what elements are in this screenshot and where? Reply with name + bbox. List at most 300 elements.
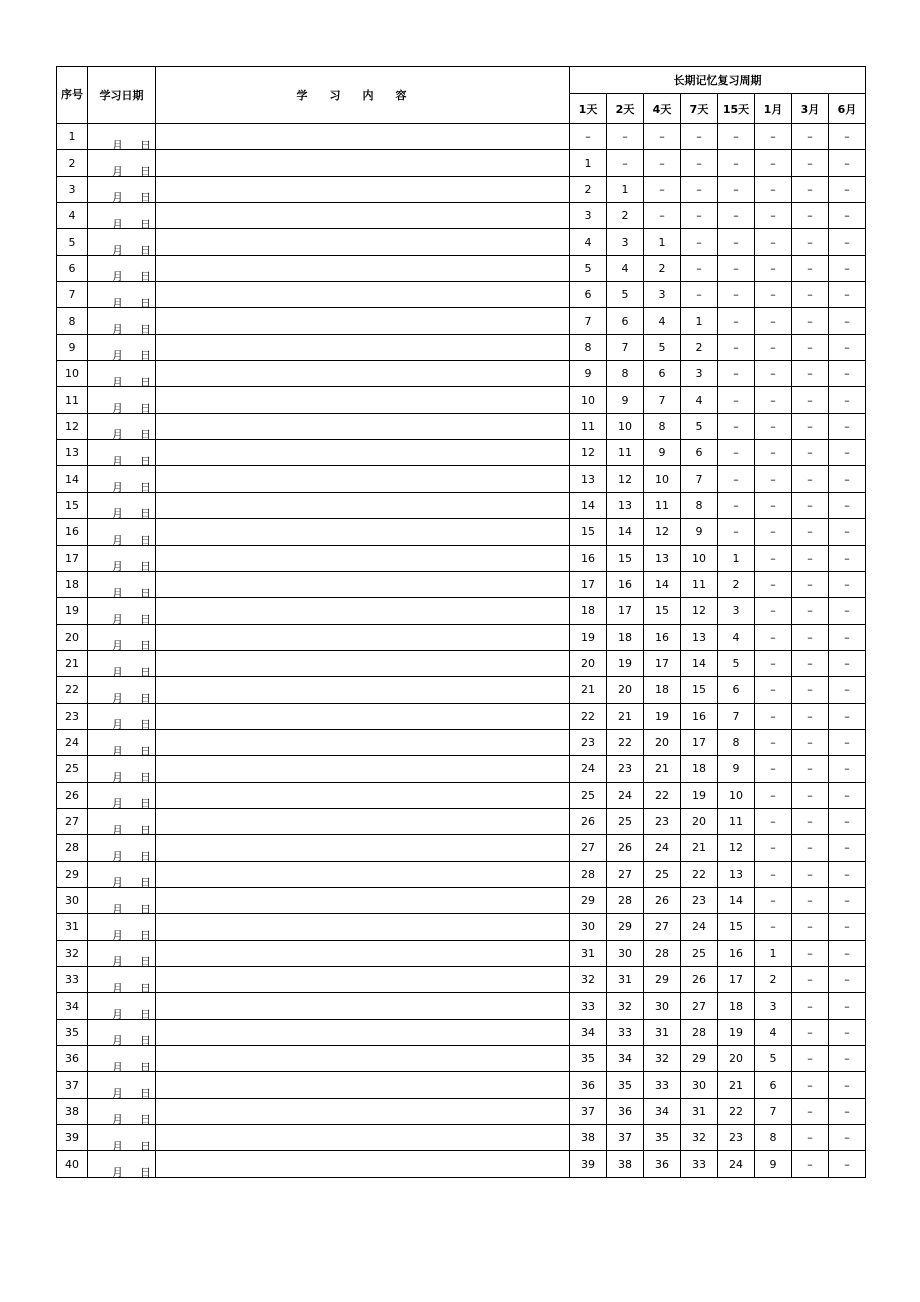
row-seq: 23	[57, 703, 88, 729]
review-cell: 6	[644, 361, 681, 387]
row-content[interactable]	[156, 1072, 570, 1098]
review-cell: 7	[718, 703, 755, 729]
review-cell: –	[829, 124, 866, 150]
review-cell: 13	[718, 861, 755, 887]
period-header: 3月	[792, 94, 829, 124]
table-body	[57, 124, 866, 1178]
row-content[interactable]	[156, 703, 570, 729]
review-cell: 5	[681, 413, 718, 439]
month-label: 月	[112, 454, 123, 466]
row-content[interactable]	[156, 466, 570, 492]
review-cell: –	[681, 203, 718, 229]
row-content[interactable]	[156, 650, 570, 676]
review-cell: 33	[607, 1019, 644, 1045]
review-cell: 6	[681, 440, 718, 466]
row-date[interactable]	[88, 387, 156, 413]
table-row	[57, 1046, 866, 1072]
row-date[interactable]	[88, 1019, 156, 1045]
row-content[interactable]	[156, 203, 570, 229]
review-cell: 26	[570, 808, 607, 834]
month-label: 月	[112, 665, 123, 677]
day-label: 日	[140, 402, 151, 414]
row-content[interactable]	[156, 729, 570, 755]
row-content[interactable]	[156, 361, 570, 387]
review-cell: 24	[570, 756, 607, 782]
table-row	[57, 1125, 866, 1151]
review-cell: –	[792, 729, 829, 755]
row-seq: 31	[57, 914, 88, 940]
review-cell: 1	[755, 940, 792, 966]
review-cell: 21	[681, 835, 718, 861]
review-cell: 14	[681, 650, 718, 676]
row-content[interactable]	[156, 1098, 570, 1124]
review-cell: 2	[607, 203, 644, 229]
row-content[interactable]	[156, 545, 570, 571]
review-cell: –	[718, 440, 755, 466]
review-cell: –	[755, 413, 792, 439]
row-date[interactable]	[88, 1125, 156, 1151]
review-cell: 3	[755, 993, 792, 1019]
table-row	[57, 282, 866, 308]
day-label: 日	[140, 744, 151, 756]
row-date[interactable]	[88, 756, 156, 782]
day-label: 日	[140, 138, 151, 150]
review-cell: –	[829, 650, 866, 676]
table-row	[57, 1151, 866, 1177]
review-cell: –	[829, 756, 866, 782]
month-label: 月	[112, 402, 123, 414]
review-cell: 25	[681, 940, 718, 966]
row-date[interactable]	[88, 150, 156, 176]
day-label: 日	[140, 507, 151, 519]
row-date[interactable]	[88, 229, 156, 255]
month-label: 月	[112, 586, 123, 598]
row-content[interactable]	[156, 229, 570, 255]
row-date[interactable]	[88, 571, 156, 597]
row-date[interactable]	[88, 492, 156, 518]
row-seq: 13	[57, 440, 88, 466]
review-cell: 32	[570, 967, 607, 993]
month-label: 月	[112, 849, 123, 862]
row-date[interactable]	[88, 835, 156, 861]
table-row	[57, 887, 866, 913]
review-cell: –	[792, 492, 829, 518]
review-cell: –	[829, 1125, 866, 1151]
review-cell: 13	[607, 492, 644, 518]
month-label: 月	[112, 902, 123, 914]
review-cell: –	[829, 519, 866, 545]
row-date[interactable]	[88, 361, 156, 387]
review-cell: 36	[607, 1098, 644, 1124]
row-date[interactable]	[88, 993, 156, 1019]
review-cell: 15	[681, 677, 718, 703]
row-date[interactable]	[88, 440, 156, 466]
row-seq: 17	[57, 545, 88, 571]
day-label: 日	[140, 349, 151, 361]
row-content[interactable]	[156, 1046, 570, 1072]
row-seq: 19	[57, 598, 88, 624]
day-label: 日	[140, 612, 151, 625]
review-cell: –	[718, 413, 755, 439]
review-cell: 13	[644, 545, 681, 571]
review-cell: –	[792, 1019, 829, 1045]
review-cell: 18	[718, 993, 755, 1019]
day-label: 日	[140, 244, 151, 256]
review-cell: 37	[607, 1125, 644, 1151]
row-content[interactable]	[156, 914, 570, 940]
review-cell: –	[718, 387, 755, 413]
review-cell: –	[792, 229, 829, 255]
review-cell: –	[792, 782, 829, 808]
review-cell: –	[718, 492, 755, 518]
day-label: 日	[140, 955, 151, 967]
month-label: 月	[112, 138, 123, 150]
review-cell: 15	[718, 914, 755, 940]
row-content[interactable]	[156, 440, 570, 466]
review-cell: 25	[644, 861, 681, 887]
row-content[interactable]	[156, 598, 570, 624]
review-cell: 9	[644, 440, 681, 466]
review-cell: –	[755, 677, 792, 703]
date-header: 学习日期	[88, 67, 156, 124]
row-content[interactable]	[156, 124, 570, 150]
review-cell: 10	[681, 545, 718, 571]
review-cell: –	[755, 624, 792, 650]
row-date[interactable]	[88, 887, 156, 913]
row-content[interactable]	[156, 571, 570, 597]
review-cell: –	[792, 440, 829, 466]
period-header: 1天	[570, 94, 607, 124]
row-content[interactable]	[156, 492, 570, 518]
row-date[interactable]	[88, 1151, 156, 1177]
row-seq: 28	[57, 835, 88, 861]
review-cell: 13	[681, 624, 718, 650]
review-cell: 5	[755, 1046, 792, 1072]
row-date[interactable]	[88, 176, 156, 202]
row-date[interactable]	[88, 413, 156, 439]
review-cell: –	[792, 361, 829, 387]
review-cell: –	[755, 887, 792, 913]
row-date[interactable]	[88, 282, 156, 308]
table-row	[57, 387, 866, 413]
review-cell: 34	[644, 1098, 681, 1124]
row-seq: 33	[57, 967, 88, 993]
table-row	[57, 861, 866, 887]
row-seq: 29	[57, 861, 88, 887]
review-cell: 32	[644, 1046, 681, 1072]
day-label: 日	[140, 849, 151, 862]
review-cell: 34	[607, 1046, 644, 1072]
row-date[interactable]	[88, 519, 156, 545]
row-seq: 35	[57, 1019, 88, 1045]
row-date[interactable]	[88, 624, 156, 650]
review-cell: 1	[718, 545, 755, 571]
review-cell: 35	[607, 1072, 644, 1098]
row-date[interactable]	[88, 598, 156, 624]
table-row	[57, 545, 866, 571]
review-cell: 21	[644, 756, 681, 782]
row-content[interactable]	[156, 387, 570, 413]
row-content[interactable]	[156, 255, 570, 281]
row-date[interactable]	[88, 1072, 156, 1098]
review-cell: 5	[718, 650, 755, 676]
review-cell: 15	[607, 545, 644, 571]
table-row	[57, 519, 866, 545]
review-cell: 5	[607, 282, 644, 308]
review-cell: 18	[681, 756, 718, 782]
review-cell: –	[792, 1098, 829, 1124]
review-cell: 33	[570, 993, 607, 1019]
row-content[interactable]	[156, 861, 570, 887]
day-label: 日	[140, 1034, 151, 1046]
review-cell: 2	[755, 967, 792, 993]
table-row	[57, 940, 866, 966]
row-date[interactable]	[88, 914, 156, 940]
review-cell: –	[681, 176, 718, 202]
review-cell: 16	[681, 703, 718, 729]
row-date[interactable]	[88, 861, 156, 887]
review-cell: 3	[644, 282, 681, 308]
review-cell: 12	[644, 519, 681, 545]
review-cell: –	[792, 571, 829, 597]
review-cell: 20	[607, 677, 644, 703]
review-cell: 27	[644, 914, 681, 940]
row-content[interactable]	[156, 940, 570, 966]
review-cell: –	[792, 387, 829, 413]
review-cell: –	[792, 808, 829, 834]
review-cell: 8	[570, 334, 607, 360]
row-date[interactable]	[88, 545, 156, 571]
review-cell: –	[792, 835, 829, 861]
row-seq: 32	[57, 940, 88, 966]
row-seq: 40	[57, 1151, 88, 1177]
review-cell: 27	[607, 861, 644, 887]
review-cell: 19	[570, 624, 607, 650]
review-cell: 15	[570, 519, 607, 545]
review-cell: –	[829, 387, 866, 413]
row-date[interactable]	[88, 124, 156, 150]
row-content[interactable]	[156, 1019, 570, 1045]
month-label: 月	[112, 507, 123, 519]
review-cell: –	[644, 150, 681, 176]
review-cell: –	[792, 756, 829, 782]
row-content[interactable]	[156, 334, 570, 360]
day-label: 日	[140, 1139, 151, 1151]
review-cell: –	[718, 334, 755, 360]
row-content[interactable]	[156, 413, 570, 439]
review-cell: 15	[644, 598, 681, 624]
review-cell: 7	[607, 334, 644, 360]
review-cell: 9	[755, 1151, 792, 1177]
row-date[interactable]	[88, 466, 156, 492]
period-header: 2天	[607, 94, 644, 124]
row-content[interactable]	[156, 808, 570, 834]
table-row	[57, 440, 866, 466]
row-date[interactable]	[88, 808, 156, 834]
review-cell: 35	[644, 1125, 681, 1151]
row-date[interactable]	[88, 334, 156, 360]
review-cell: 24	[607, 782, 644, 808]
review-cell: –	[829, 993, 866, 1019]
row-content[interactable]	[156, 1151, 570, 1177]
month-label: 月	[112, 928, 123, 941]
month-label: 月	[112, 165, 123, 177]
review-cell: 3	[570, 203, 607, 229]
row-content[interactable]	[156, 677, 570, 703]
review-cell: –	[755, 387, 792, 413]
review-cell: 39	[570, 1151, 607, 1177]
month-label: 月	[112, 770, 123, 783]
row-content[interactable]	[156, 150, 570, 176]
review-cell: –	[829, 255, 866, 281]
review-cell: –	[829, 1019, 866, 1045]
month-label: 月	[112, 612, 123, 625]
review-cell: 12	[607, 466, 644, 492]
review-cell: 31	[570, 940, 607, 966]
review-cell: –	[755, 229, 792, 255]
row-date[interactable]	[88, 650, 156, 676]
day-label: 日	[140, 1166, 151, 1178]
review-cell: –	[829, 1072, 866, 1098]
review-cell: –	[829, 334, 866, 360]
row-content[interactable]	[156, 756, 570, 782]
month-label: 月	[112, 296, 123, 308]
row-content[interactable]	[156, 176, 570, 202]
review-cell: –	[829, 703, 866, 729]
review-cell: –	[718, 308, 755, 334]
review-cell: 17	[570, 571, 607, 597]
row-content[interactable]	[156, 519, 570, 545]
review-cell: –	[755, 466, 792, 492]
review-cell: 17	[607, 598, 644, 624]
row-seq: 3	[57, 176, 88, 202]
review-cell: –	[829, 492, 866, 518]
day-label: 日	[140, 981, 151, 993]
table-row	[57, 466, 866, 492]
review-cell: –	[755, 571, 792, 597]
review-cell: –	[570, 124, 607, 150]
row-date[interactable]	[88, 782, 156, 808]
month-label: 月	[112, 349, 123, 361]
review-cell: 6	[755, 1072, 792, 1098]
review-cell: 30	[570, 914, 607, 940]
review-cell: –	[718, 361, 755, 387]
row-date[interactable]	[88, 308, 156, 334]
review-cell: 17	[718, 967, 755, 993]
row-seq: 22	[57, 677, 88, 703]
row-content[interactable]	[156, 282, 570, 308]
month-label: 月	[112, 323, 123, 335]
review-cell: –	[644, 176, 681, 202]
review-cell: 5	[644, 334, 681, 360]
review-cell: 14	[570, 492, 607, 518]
table-row	[57, 413, 866, 439]
row-date[interactable]	[88, 203, 156, 229]
row-date[interactable]	[88, 1098, 156, 1124]
day-label: 日	[140, 718, 151, 730]
table-row	[57, 650, 866, 676]
row-content[interactable]	[156, 967, 570, 993]
row-date[interactable]	[88, 729, 156, 755]
review-cell: –	[792, 1125, 829, 1151]
review-cell: 8	[644, 413, 681, 439]
row-seq: 27	[57, 808, 88, 834]
review-cell: –	[718, 255, 755, 281]
table-row	[57, 756, 866, 782]
row-content[interactable]	[156, 308, 570, 334]
review-cell: 5	[570, 255, 607, 281]
row-date[interactable]	[88, 677, 156, 703]
month-label: 月	[112, 955, 123, 967]
review-cell: –	[755, 650, 792, 676]
review-cell: –	[755, 124, 792, 150]
row-seq: 7	[57, 282, 88, 308]
review-cell: –	[681, 150, 718, 176]
table-row	[57, 492, 866, 518]
table-row	[57, 571, 866, 597]
day-label: 日	[140, 217, 151, 229]
review-cell: 38	[607, 1151, 644, 1177]
review-cell: 9	[607, 387, 644, 413]
review-cell: 23	[718, 1125, 755, 1151]
row-date[interactable]	[88, 1046, 156, 1072]
review-cell: –	[755, 598, 792, 624]
row-content[interactable]	[156, 1125, 570, 1151]
review-cell: 2	[644, 255, 681, 281]
row-content[interactable]	[156, 835, 570, 861]
row-date[interactable]	[88, 703, 156, 729]
day-label: 日	[140, 323, 151, 335]
row-date[interactable]	[88, 940, 156, 966]
review-cell: 7	[570, 308, 607, 334]
row-content[interactable]	[156, 782, 570, 808]
review-cell: –	[829, 361, 866, 387]
review-cell: 23	[644, 808, 681, 834]
row-date[interactable]	[88, 967, 156, 993]
review-cell: –	[755, 282, 792, 308]
review-cell: 16	[607, 571, 644, 597]
row-seq: 4	[57, 203, 88, 229]
row-seq: 38	[57, 1098, 88, 1124]
review-cell: –	[829, 808, 866, 834]
review-cell: –	[755, 729, 792, 755]
day-label: 日	[140, 428, 151, 440]
review-cell: –	[829, 545, 866, 571]
review-cell: –	[792, 650, 829, 676]
day-label: 日	[140, 560, 151, 572]
month-label: 月	[112, 1008, 123, 1020]
row-content[interactable]	[156, 624, 570, 650]
table-row	[57, 255, 866, 281]
row-content[interactable]	[156, 993, 570, 1019]
day-label: 日	[140, 454, 151, 466]
review-cell: –	[829, 914, 866, 940]
review-cell: 29	[607, 914, 644, 940]
review-cell: 20	[644, 729, 681, 755]
review-cell: –	[681, 255, 718, 281]
row-seq: 16	[57, 519, 88, 545]
review-cell: 4	[607, 255, 644, 281]
row-seq: 30	[57, 887, 88, 913]
review-cell: 11	[718, 808, 755, 834]
review-cell: 14	[644, 571, 681, 597]
review-cell: 31	[681, 1098, 718, 1124]
row-date[interactable]	[88, 255, 156, 281]
row-content[interactable]	[156, 887, 570, 913]
review-cell: 20	[718, 1046, 755, 1072]
table-row	[57, 624, 866, 650]
review-cell: –	[829, 967, 866, 993]
